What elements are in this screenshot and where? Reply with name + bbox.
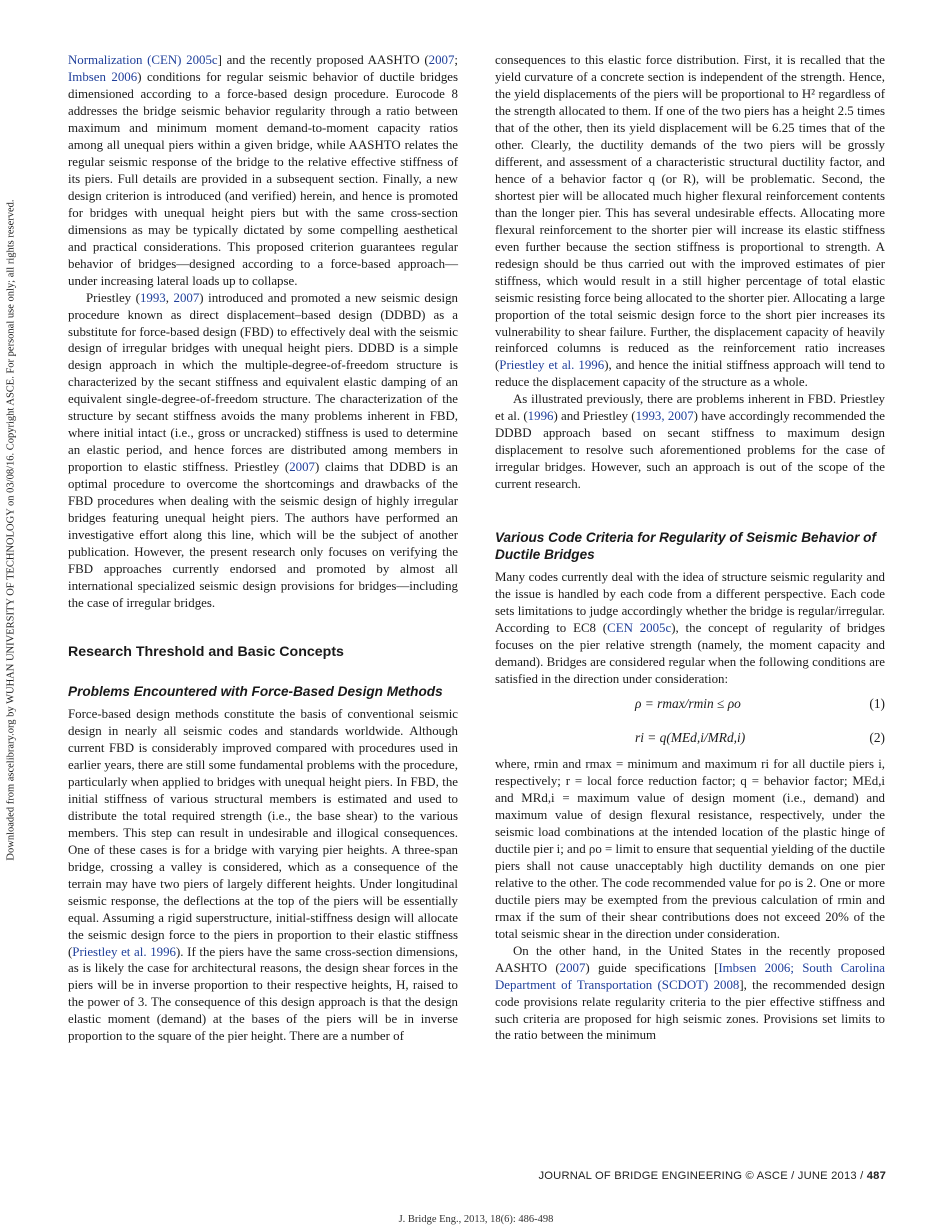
equation-number: (2) (869, 729, 885, 745)
paragraph: As illustrated previously, there are problems inherent in FBD. Priestley et al. (1996) and Priestley (1993, 2007) have accordingly recommended the DDBD approach based on secant stiffness to maximum design displacement to resolve such aforementioned problems for the case of irregular bridges. However, such an approach is out of the scope of the current research. (495, 392, 885, 492)
journal-name: JOURNAL OF BRIDGE ENGINEERING © ASCE / JUNE 2013 / (538, 1170, 867, 1182)
paragraph: Many codes currently deal with the idea of structure seismic regularity and the issue is handled by each code from a different perspective. Each code sets limitations to judge accordingly whether the bridge is regular/irregular. According to EC8 (CEN 2005c), the concept of regularity of bridges focuses on the pier relative strength (namely, the moment capacity and demand). Bridges are considered regular when the following conditions are satisfied in the direction under consideration: (495, 570, 886, 686)
reference-link[interactable]: CEN 2005c (607, 621, 672, 636)
reference-link[interactable]: 2007 (428, 53, 455, 67)
subsection-heading: Problems Encountered with Force-Based Design Methods (68, 683, 443, 699)
paragraph: Normalization (CEN) 2005c] and the recently proposed AASHTO (2007; Imbsen 2006) conditions for regular seismic behavior of ductile bridges dimensioned according to a force-based design procedure. Eurocode 8 addresses the bridge seismic behavior regularity through a ratio between maximum and minimum moment demand-to-moment capacity ratios among all unequal piers within a given bridge, while AASHTO relates the regular seismic response of the bridge to the relative effective stiffness of its piers. Full details are provided in a subsequent section. Finally, a new design criterion is introduced (and verified) herein, and hence is promoted for bridges with unequal height piers but with the same cross-section dimensions as may be typically dictated by some compelling aesthetical and practical considerations. This proposed criterion guarantees regular behavior of bridges—designed according to a force-based approach—under increasing lateral loads up to collapse. (68, 53, 459, 288)
equation-1 (495, 688, 885, 722)
reference-link[interactable]: Imbsen 2006; South Carolina Department of Transportation (SCDOT) 2008 (495, 960, 885, 992)
reference-link[interactable]: Imbsen 2006 (68, 69, 138, 84)
subsection-heading: Various Code Criteria for Regularity of Seismic Behavior of Ductile Bridges (495, 530, 876, 563)
paragraph: Force-based design methods constitute the basis of conventional seismic design in nearly all seismic codes and standards worldwide. Although current FBD is considerably improved compared with procedures used in earlier years, there are still some fundamental problems with the procedure, particularly when applied to bridges with unequal height piers. In FBD, the initial stiffness of various structural members is estimated and used to distribute the total required strength (i.e., the base shear) to the various members. This step can result in undesirable and illogical consequences. One of these cases is for a bridge with varying pier heights. A three-span bridge, crossing a valley is considered, which as a consequence of the terrain may have two piers of largely different heights. Under longitudinal seismic response, the deflections at the top of the piers will be essentially equal. Assuming a rigid superstructure, initial-stiffness design will allocate the seismic design force to the piers in proportion to their elastic stiffness (Priestley et al. 1996). If the piers have the same cross-section dimensions, as is likely the case for architectural reasons, the design shear forces in the piers will be in inverse proportion to their respective heights, H, raised to the power of 3. The consequence of this design approach is that the design elastic moment (demand) at the bases of the piers will be in inverse proportion to the square of the pier height. There are a number of (68, 706, 458, 1044)
equation-expression: ri = q(MEd,i/MRd,i) (635, 729, 746, 745)
left-column (68, 52, 458, 1045)
equation-number: (1) (869, 695, 885, 711)
citation-line: J. Bridge Eng., 2013, 18(6): 486-498 (398, 1214, 554, 1225)
paragraph: consequences to this elastic force distribution. First, it is recalled that the yield curvature of a concrete section is independent of the strength. Hence, the yield displacements of the piers will be proportional to H² regardless of the strength allocated to them. If one of the two piers has a height 2.5 times that of the other, then its yield displacement will be 6.25 times that of the other. Clearly, the ductility demands of the two piers will be grossly different, and assessment of a characteristic structural ductility factor, and hence of a behavior factor q (or R), will be problematic. Second, the shortest pier will be allocated much higher flexural reinforcement contents than the longer pier. This has several undesirable effects. Allocating more flexural reinforcement to the shorter pier will increase its elastic stiffness even further because the section stiffness is proportional to strength. A redesign should be thus carried out with the improved estimates of pier stiffness, which would result in a still higher percentage of total elastic seismic resisting force being allocated to the shorter pier. Allocating a large proportion of the total seismic design force to the short pier increases its vulnerability to shear failure. Further, the displacement capacity of heavily reinforced columns is reduced as the reinforcement ratio increases (Priestley et al. 1996), and hence the initial stiffness approach will tend to reduce the displacement capacity of the structure as a whole. (495, 53, 885, 390)
right-column (495, 52, 885, 1044)
equation-expression: ρ = rmax/rmin ≤ ρo (635, 695, 741, 711)
reference-link[interactable]: 2007 (289, 460, 315, 475)
reference-link[interactable]: 2007 (559, 960, 586, 975)
reference-link[interactable]: 1993 (139, 290, 166, 305)
paragraph: where, rmin and rmax = minimum and maximum ri for all ductile piers i, respectively; r = local force reduction factor; q = behavior factor; MEd,i and MRd,i = maximum value of design moment (i.e., demand) and maximum value of design flexural resistance, respectively, under the seismic load combinations at the intended location of the plastic hinge of ductile pier i; and ρo = limit to ensure that sequential yielding of the ductile piers shall not cause unacceptably high ductility demands on one pier relative to the other. The code recommended value for ρo is 2. One or more ductile piers may be exempted from the previous calculation of rmin and rmax if the sum of their shear contributions does not exceed 20% of the total seismic shear in the direction under consideration. (495, 756, 885, 941)
reference-link[interactable]: 1993, 2007 (635, 409, 694, 424)
reference-link[interactable]: Priestley et al. 1996 (72, 944, 176, 959)
journal-footer (538, 1170, 886, 1182)
reference-link[interactable]: Priestley et al. 1996 (499, 358, 605, 373)
reference-link[interactable]: Normalization (CEN) 2005c (68, 53, 218, 67)
download-notice (2, 40, 20, 1020)
reference-link[interactable]: 1996 (527, 409, 554, 424)
equation-2 (495, 722, 885, 756)
paragraph: On the other hand, in the United States in the recently proposed AASHTO (2007) guide specifications [Imbsen 2006; South Carolina Department of Transportation (SCDOT) 2008], the recommended design code provisions relate regularity criteria to the pier effective stiffness and such criteria are proposed for high seismic zones. Provisions set limits to the ratio between the minimum (495, 943, 885, 1043)
download-notice-text: Downloaded from ascelibrary.org by WUHAN UNIVERSITY OF TECHNOLOGY on 03/08/16. Copyright ASCE. For personal use only; all rights reserved. (5, 199, 17, 861)
page-number: 487 (866, 1170, 886, 1182)
paragraph: Priestley (1993, 2007) introduced and promoted a new seismic design procedure known as direct displacement–based design (DDBD) as a substitute for force-based design (FBD) to effectively deal with the seismic design of irregular bridges with unequal height piers. DDBD is a simple design approach in which the multiple-degree-of-freedom structure is characterized by the secant stiffness and equivalent elastic damping of an equivalent single-degree-of-freedom structure. The characterization of the structure by secant stiffness avoids the many problems inherent in FBD, where initial intact (i.e., gross or uncracked) stiffness is used to determine an elastic period, and hence forces are distributed among members in proportion to elastic stiffness. Priestley (2007) claims that DDBD is an optimal procedure to overcome the shortcomings and drawbacks of the FBD procedures when dealing with the seismic design of highly irregular bridges featuring unequal height piers. The authors have performed an investigative effort along this line, which will be the subject of another publication. However, the present research only focuses on verifying the FBD approaches currently endorsed and promoted by almost all international specialized seismic design provisions for bridges—including the case of irregular bridges. (68, 290, 458, 610)
section-heading: Research Threshold and Basic Concepts (68, 643, 344, 660)
reference-link[interactable]: 2007 (173, 290, 200, 305)
